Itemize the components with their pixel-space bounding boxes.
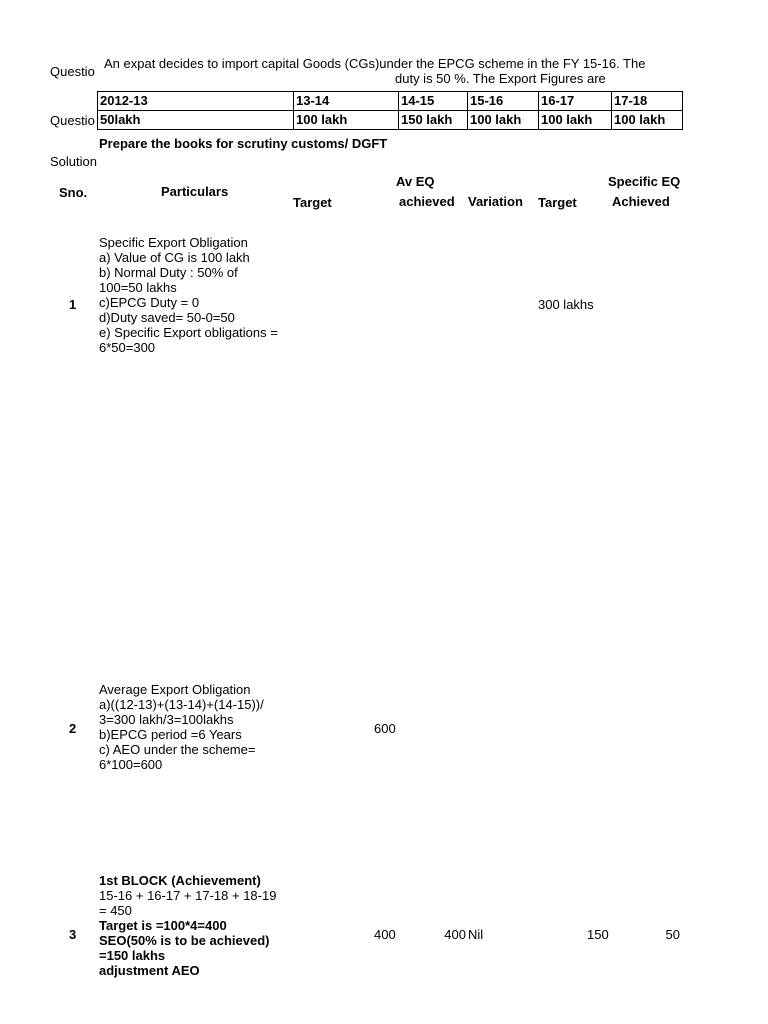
row-2-sno: 2 (69, 721, 77, 736)
col-header-target: Target (293, 195, 332, 210)
table-cell: 100 lakh (612, 111, 683, 130)
row-1-particulars: Specific Export Obligation a) Value of CG is 100 lakh b) Normal Duty : 50% of 100=50 lakhs c)EPCG Duty = 0 d)Duty saved= 50-0=50 e) Specific Export obligations = 6*50=300 (99, 235, 278, 355)
table-header-cell: 17-18 (612, 92, 683, 111)
col-header-av-eq: Av EQ (396, 174, 435, 189)
row-3-variation: Nil (468, 927, 484, 942)
row-2-av-eq: 600 (374, 721, 396, 736)
table-header-cell: 2012-13 (98, 92, 294, 111)
row-3-target: 150 (587, 927, 609, 942)
instruction-text: Prepare the books for scrutiny customs/ DGFT (99, 136, 388, 151)
table-header-cell: 13-14 (294, 92, 399, 111)
table-header-cell: 15-16 (468, 92, 539, 111)
table-header-cell: 16-17 (539, 92, 612, 111)
question-text-line1: An expat decides to import capital Goods (CGs)under the EPCG scheme in the FY 15-16. The (104, 56, 646, 71)
row-3-line: adjustment AEO (99, 963, 200, 978)
table-header-cell: 14-15 (399, 92, 468, 111)
table-row (98, 92, 683, 111)
row-1-target: 300 lakhs (538, 297, 594, 312)
table-cell: 50lakh (98, 111, 294, 130)
question-text-line2: duty is 50 %. The Export Figures are (395, 71, 606, 86)
col-header-achieved: achieved (399, 194, 455, 209)
row-3-particulars (99, 873, 276, 978)
table-cell: 100 lakh (294, 111, 399, 130)
col-header-variation: Variation (468, 194, 523, 209)
col-header-specific-achieved: Achieved (612, 194, 670, 209)
table-cell: 100 lakh (539, 111, 612, 130)
row-3-specific-achieved: 50 (665, 927, 680, 942)
table-row-label: Questio (50, 113, 95, 128)
row-3-line: = 450 (99, 903, 132, 918)
row-3-line: 1st BLOCK (Achievement) (99, 873, 261, 888)
row-3-line: SEO(50% is to be achieved) (99, 933, 270, 948)
row-1-sno: 1 (69, 297, 77, 312)
col-header-specific-eq: Specific EQ (608, 174, 681, 189)
row-3-line: Target is =100*4=400 (99, 918, 227, 933)
table-cell: 100 lakh (468, 111, 539, 130)
row-3-line: =150 lakhs (99, 948, 166, 963)
table-row (98, 111, 683, 130)
col-header-target-2: Target (538, 195, 577, 210)
row-3-achieved: 400 (444, 927, 466, 942)
col-header-sno: Sno. (59, 185, 88, 200)
question-label: Questio (50, 64, 95, 79)
row-3-av-eq: 400 (374, 927, 396, 942)
row-3-sno: 3 (69, 927, 77, 942)
row-2-particulars: Average Export Obligation a)((12-13)+(13-14)+(14-15))/ 3=300 lakh/3=100lakhs b)EPCG period =6 Years c) AEO under the scheme= 6*100=600 (99, 682, 264, 772)
solution-label: Solution (50, 154, 97, 169)
export-figures-table (97, 91, 683, 130)
row-3-line: 15-16 + 16-17 + 17-18 + 18-19 (99, 888, 277, 903)
table-cell: 150 lakh (399, 111, 468, 130)
col-header-particulars: Particulars (161, 184, 229, 199)
